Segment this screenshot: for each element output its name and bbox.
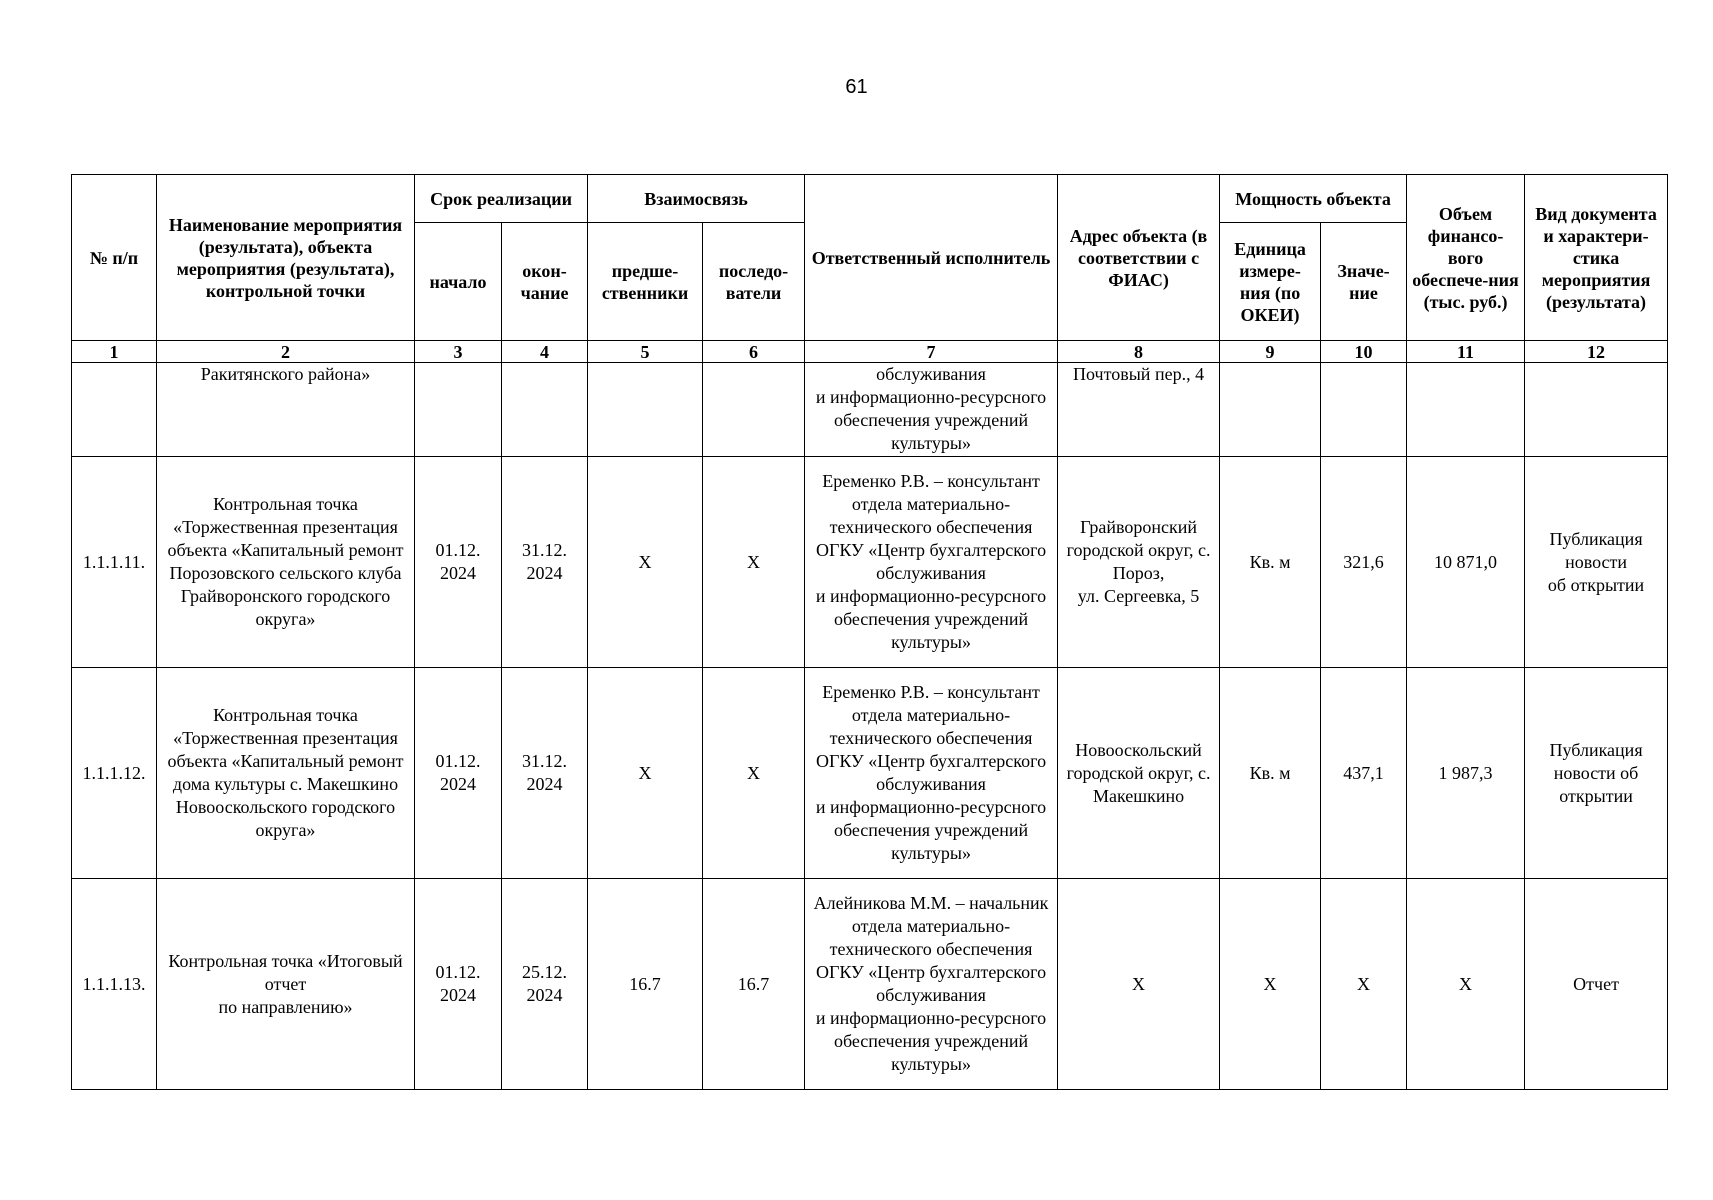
cell-predecessors bbox=[588, 363, 703, 457]
cell-number: 1.1.1.11. bbox=[72, 457, 157, 668]
header-period: Срок реализации bbox=[415, 175, 588, 223]
column-number: 3 bbox=[415, 341, 502, 363]
cell-number bbox=[72, 363, 157, 457]
cell-name: Контрольная точка «Торжественная презентация объекта «Капитальный ремонт Порозовского сельского клуба Грайворонского городского округа» bbox=[157, 457, 415, 668]
cell-number: 1.1.1.12. bbox=[72, 668, 157, 879]
column-number: 10 bbox=[1321, 341, 1407, 363]
cell-name: Ракитянского района» bbox=[157, 363, 415, 457]
column-number: 12 bbox=[1525, 341, 1668, 363]
cell-document: Публикация новости об открытии bbox=[1525, 457, 1668, 668]
column-number: 8 bbox=[1058, 341, 1220, 363]
column-number: 5 bbox=[588, 341, 703, 363]
column-number: 4 bbox=[502, 341, 588, 363]
header-successors: последо-ватели bbox=[703, 223, 805, 341]
cell-address: Грайворонский городской округ, с. Пороз, ул. Сергеевка, 5 bbox=[1058, 457, 1220, 668]
header-relation: Взаимосвязь bbox=[588, 175, 805, 223]
table-row bbox=[72, 457, 1668, 668]
header-number: № п/п bbox=[72, 175, 157, 341]
page-number: 61 bbox=[845, 76, 868, 98]
header-address: Адрес объекта (в соответствии с ФИАС) bbox=[1058, 175, 1220, 341]
header-value: Значе-ние bbox=[1321, 223, 1407, 341]
cell-unit: Кв. м bbox=[1220, 457, 1321, 668]
header-end: окон-чание bbox=[502, 223, 588, 341]
header-name: Наименование мероприятия (результата), объекта мероприятия (результата), контрольной точки bbox=[157, 175, 415, 341]
table-row bbox=[72, 668, 1668, 879]
column-number: 7 bbox=[805, 341, 1058, 363]
cell-predecessors: 16.7 bbox=[588, 879, 703, 1090]
header-finance: Объем финансо-вого обеспече-ния (тыс. руб.) bbox=[1407, 175, 1525, 341]
header-document: Вид документа и характери-стика мероприятия (результата) bbox=[1525, 175, 1668, 341]
header-capacity: Мощность объекта bbox=[1220, 175, 1407, 223]
cell-unit: X bbox=[1220, 879, 1321, 1090]
header-predecessors: предше-ственники bbox=[588, 223, 703, 341]
column-numbers-row bbox=[72, 341, 1668, 363]
table-row-continuation bbox=[72, 363, 1668, 457]
cell-address: Почтовый пер., 4 bbox=[1058, 363, 1220, 457]
cell-predecessors: X bbox=[588, 668, 703, 879]
header-unit: Единица измере-ния (по ОКЕИ) bbox=[1220, 223, 1321, 341]
cell-finance bbox=[1407, 363, 1525, 457]
cell-start bbox=[415, 363, 502, 457]
plan-table bbox=[71, 174, 1668, 1090]
cell-end bbox=[502, 363, 588, 457]
column-number: 2 bbox=[157, 341, 415, 363]
cell-responsible: Еременко Р.В. – консультант отдела материально-технического обеспечения ОГКУ «Центр бухгалтерского обслуживания и информационно-ресурсного обеспечения учреждений культуры» bbox=[805, 668, 1058, 879]
cell-responsible: Еременко Р.В. – консультант отдела материально-технического обеспечения ОГКУ «Центр бухгалтерского обслуживания и информационно-ресурсного обеспечения учреждений культуры» bbox=[805, 457, 1058, 668]
cell-address: X bbox=[1058, 879, 1220, 1090]
cell-value: 437,1 bbox=[1321, 668, 1407, 879]
header-start: начало bbox=[415, 223, 502, 341]
table-row bbox=[72, 879, 1668, 1090]
header-responsible: Ответственный исполнитель bbox=[805, 175, 1058, 341]
cell-unit: Кв. м bbox=[1220, 668, 1321, 879]
table-header bbox=[72, 175, 1668, 363]
cell-end: 31.12. 2024 bbox=[502, 668, 588, 879]
cell-finance: 10 871,0 bbox=[1407, 457, 1525, 668]
cell-document: Публикация новости об открытии bbox=[1525, 668, 1668, 879]
cell-value: 321,6 bbox=[1321, 457, 1407, 668]
cell-successors: X bbox=[703, 668, 805, 879]
cell-start: 01.12. 2024 bbox=[415, 879, 502, 1090]
cell-value: X bbox=[1321, 879, 1407, 1090]
column-number: 9 bbox=[1220, 341, 1321, 363]
column-number: 6 bbox=[703, 341, 805, 363]
column-number: 1 bbox=[72, 341, 157, 363]
cell-address: Новооскольский городской округ, с. Макешкино bbox=[1058, 668, 1220, 879]
cell-finance: X bbox=[1407, 879, 1525, 1090]
cell-name: Контрольная точка «Торжественная презентация объекта «Капитальный ремонт дома культуры с. Макешкино Новооскольского городского округа» bbox=[157, 668, 415, 879]
cell-finance: 1 987,3 bbox=[1407, 668, 1525, 879]
cell-successors: X bbox=[703, 457, 805, 668]
cell-start: 01.12. 2024 bbox=[415, 457, 502, 668]
cell-start: 01.12. 2024 bbox=[415, 668, 502, 879]
cell-name: Контрольная точка «Итоговый отчет по направлению» bbox=[157, 879, 415, 1090]
cell-end: 25.12. 2024 bbox=[502, 879, 588, 1090]
column-number: 11 bbox=[1407, 341, 1525, 363]
cell-document: Отчет bbox=[1525, 879, 1668, 1090]
cell-successors bbox=[703, 363, 805, 457]
cell-successors: 16.7 bbox=[703, 879, 805, 1090]
cell-responsible: Алейникова М.М. – начальник отдела материально-технического обеспечения ОГКУ «Центр бухгалтерского обслуживания и информационно-ресурсного обеспечения учреждений культуры» bbox=[805, 879, 1058, 1090]
cell-end: 31.12. 2024 bbox=[502, 457, 588, 668]
cell-value bbox=[1321, 363, 1407, 457]
cell-document bbox=[1525, 363, 1668, 457]
cell-responsible: обслуживания и информационно-ресурсного обеспечения учреждений культуры» bbox=[805, 363, 1058, 457]
cell-number: 1.1.1.13. bbox=[72, 879, 157, 1090]
cell-predecessors: X bbox=[588, 457, 703, 668]
cell-unit bbox=[1220, 363, 1321, 457]
